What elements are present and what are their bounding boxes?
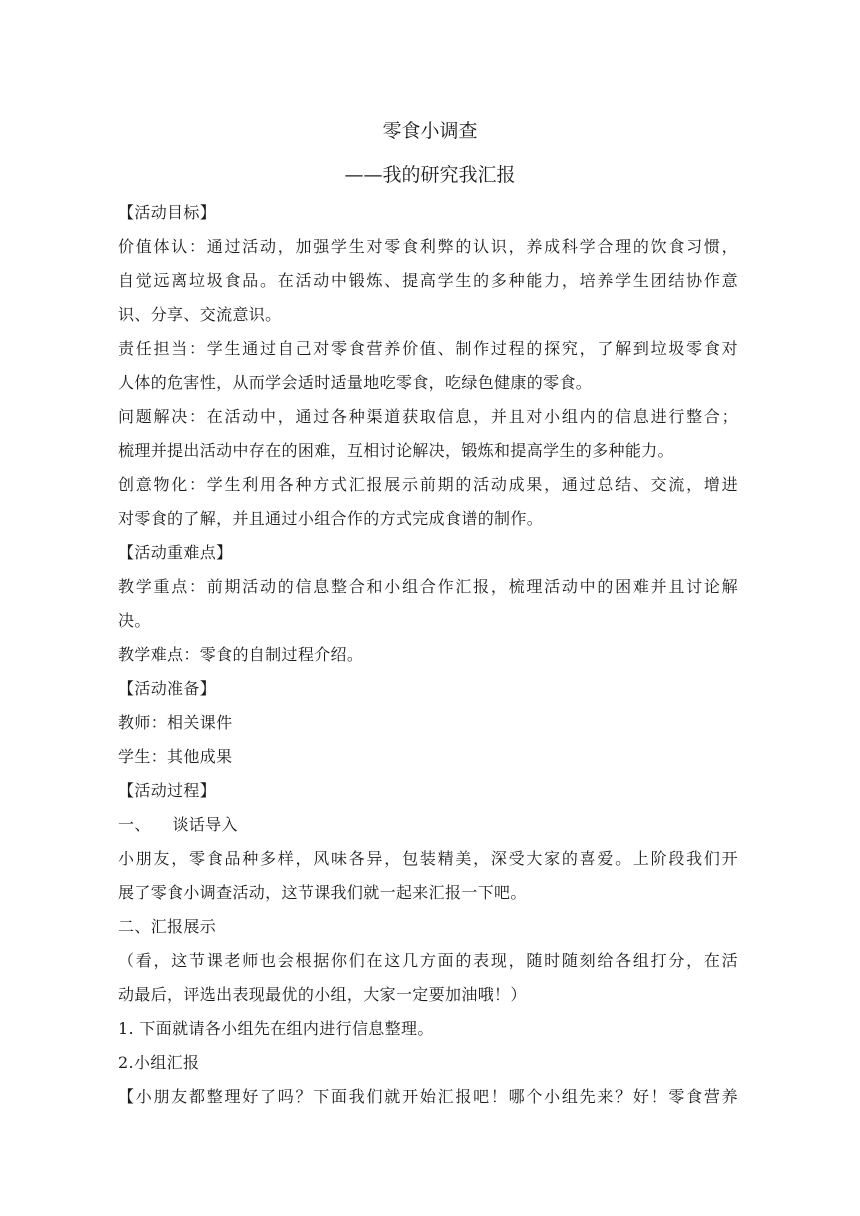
paragraph-line: 人体的危害性，从而学会适时适量地吃零食，吃绿色健康的零食。: [118, 373, 593, 392]
document-subtitle: ——我的研究我汇报: [344, 164, 516, 186]
document-title: 零食小调查: [382, 120, 478, 142]
paragraph-line: 问题解决：在活动中，通过各种渠道获取信息，并且对小组内的信息进行整合；: [118, 407, 738, 426]
paragraph-line: 展了零食小调查活动，这节课我们就一起来汇报一下吧。: [118, 883, 527, 902]
section-heading-process: 【活动过程】: [118, 781, 217, 800]
paragraph-line: 创意物化：学生利用各种方式汇报展示前期的活动成果，通过总结、交流，增进: [118, 475, 738, 494]
paragraph-line: 梳理并提出活动中存在的困难，互相讨论解决，锻炼和提高学生的多种能力。: [118, 441, 674, 460]
paragraph-line: 1. 下面就请各小组先在组内进行信息整理。: [118, 1019, 434, 1038]
section-heading-objectives: 【活动目标】: [118, 203, 217, 222]
paragraph-line: 识、分享、交流意识。: [118, 305, 282, 324]
paragraph-line: 对零食的了解，并且通过小组合作的方式完成食谱的制作。: [118, 509, 544, 528]
paragraph-line: 2.小组汇报: [118, 1053, 200, 1072]
paragraph-line: 小朋友，零食品种多样，风味各异，包装精美，深受大家的喜爱。上阶段我们开: [118, 849, 738, 868]
paragraph-line: 教学重点：前期活动的信息整合和小组合作汇报，梳理活动中的困难并且讨论解: [118, 577, 738, 596]
paragraph-line: 学生：其他成果: [118, 747, 233, 766]
paragraph-line: 【小朋友都整理好了吗？下面我们就开始汇报吧！哪个小组先来？好！零食营养: [118, 1087, 738, 1106]
section-heading-preparation: 【活动准备】: [118, 679, 217, 698]
paragraph-line: 自觉远离垃圾食品。在活动中锻炼、提高学生的多种能力，培养学生团结协作意: [118, 271, 738, 290]
paragraph-line: 决。: [118, 611, 151, 630]
paragraph-line: 教学难点：零食的自制过程介绍。: [118, 645, 364, 664]
paragraph-line: （看，这节课老师也会根据你们在这几方面的表现，随时随刻给各组打分，在活: [118, 951, 738, 970]
paragraph-line: 教师：相关课件: [118, 713, 233, 732]
paragraph-line: 一、 谈话导入: [118, 815, 238, 834]
paragraph-line: 责任担当：学生通过自己对零食营养价值、制作过程的探究，了解到垃圾零食对: [118, 339, 738, 358]
paragraph-line: 动最后，评选出表现最优的小组，大家一定要加油哦！）: [118, 985, 527, 1004]
paragraph-line: 价值体认：通过活动，加强学生对零食利弊的认识，养成科学合理的饮食习惯，: [118, 237, 738, 256]
paragraph-line: 二、汇报展示: [118, 917, 217, 936]
section-heading-key-points: 【活动重难点】: [118, 543, 233, 562]
